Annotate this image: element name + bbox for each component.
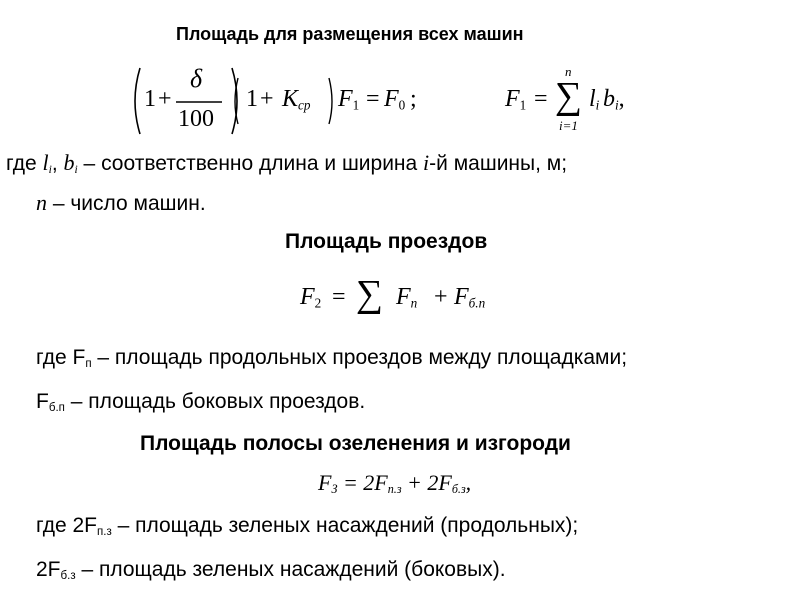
formula3-fbn: $F_{б.п}$	[454, 284, 486, 311]
formula2-sum: ∑	[555, 75, 583, 117]
formula2-l: $l_i$	[589, 86, 600, 113]
formula3-sum: ∑	[356, 273, 384, 315]
formula3-equals: =	[332, 284, 346, 310]
formula-driveways	[300, 273, 520, 326]
formula1-f1: $F_1$	[338, 86, 360, 113]
formula1-k-sub: ср	[298, 97, 311, 113]
formula1-k: $K_{ср}$	[282, 86, 311, 113]
formula1-plus: +	[158, 86, 172, 112]
formula2-f1: $F_1$	[505, 86, 527, 113]
definition-2fpz: где $2F_{п.з}$ – площадь зеленых насаждений (продольных);	[36, 514, 579, 538]
formula1-plus-2: +	[260, 86, 274, 112]
formula-greenery: $F_З = 2F_{п.з} + 2F_{б.з}$,	[318, 470, 472, 497]
formula1-one: 1	[144, 86, 156, 112]
definition-n: n – число машин.	[36, 190, 206, 215]
formula2-lower-limit: i=1	[559, 118, 578, 133]
formula-machines-area	[128, 62, 428, 140]
formula1-semicolon: ;	[410, 86, 417, 112]
formula2-upper-limit: n	[565, 64, 572, 79]
formula1-f0: $F_0$	[384, 86, 406, 113]
formula3-f2: $F_2$	[300, 284, 322, 311]
formula3-fn: $F_n$	[396, 284, 418, 311]
formula1-one-2: 1	[246, 86, 258, 112]
formula-brackets	[128, 62, 428, 140]
formula3-plus: +	[434, 284, 448, 310]
heading-machines-area: Площадь для размещения всех машин	[176, 24, 524, 44]
definition-2fbz: $2F_{б.з}$ – площадь зеленых насаждений (боковых).	[36, 558, 506, 582]
definition-fbp: $F_{б.п}$ – площадь боковых проездов.	[36, 390, 366, 414]
heading-driveways-area: Площадь проездов	[285, 230, 488, 253]
formula2-b: $b_i$,	[603, 86, 625, 113]
definition-l-b: где $l_i$, $b_i$ – соответственно длина и ширина i-й машины, м;	[6, 150, 568, 176]
formula1-hundred: 100	[178, 106, 214, 132]
formula1-delta: δ	[190, 64, 203, 93]
formula-sum-areas	[505, 64, 645, 138]
definition-fp: где $F_п$ – площадь продольных проездов между площадками;	[36, 346, 628, 370]
heading-greenery-area: Площадь полосы озеленения и изгороди	[140, 432, 571, 455]
formula1-equals: =	[366, 86, 380, 112]
formula2-equals: =	[534, 86, 548, 112]
